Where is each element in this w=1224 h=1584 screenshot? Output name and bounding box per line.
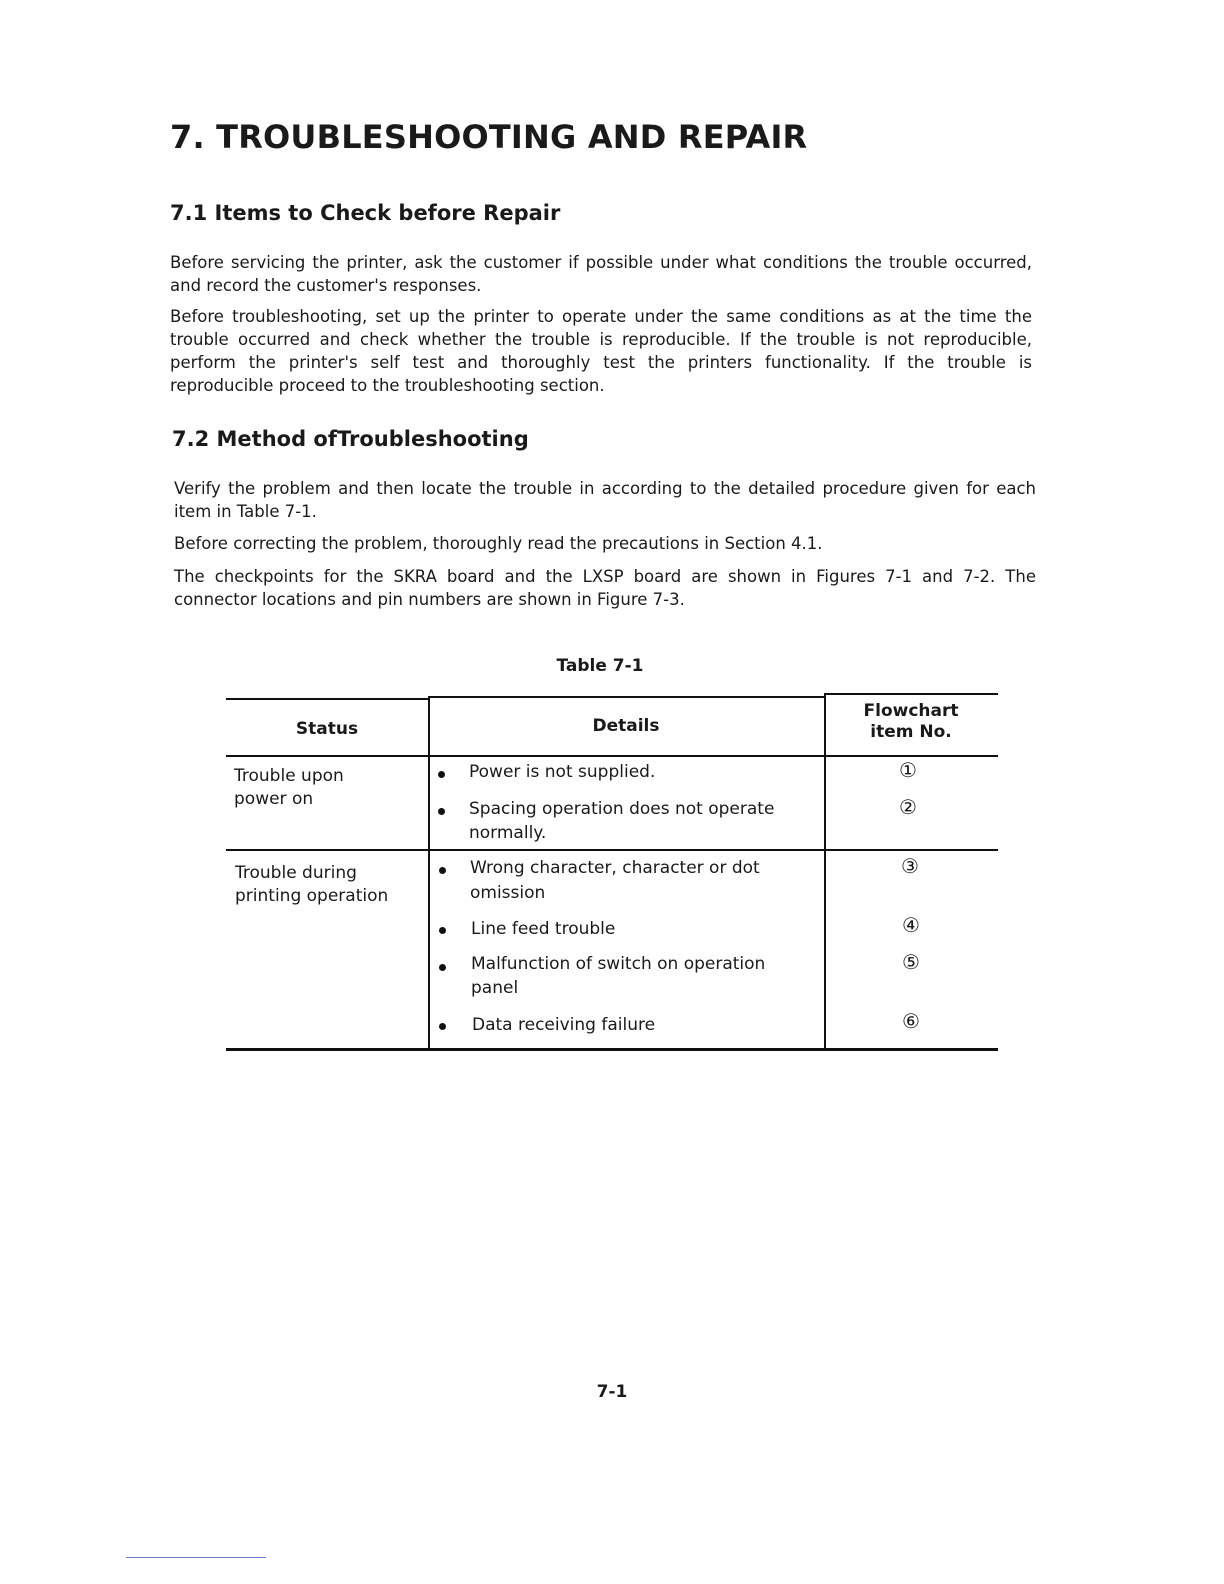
header-rule — [226, 755, 998, 757]
troubleshooting-table — [226, 693, 998, 1055]
bullet — [439, 867, 446, 874]
header-status: Status — [295, 719, 359, 739]
bullet — [439, 927, 446, 934]
detail-text: Malfunction of switch on operation — [471, 954, 766, 974]
paragraph: Verify the problem and then locate the trouble in according to the detailed procedure given for each item in Table 7-1. — [174, 479, 1036, 521]
bullet — [438, 771, 445, 778]
flowchart-item: ② — [899, 795, 917, 819]
header-item-no: item No. — [870, 722, 952, 742]
footer-rule — [126, 1557, 266, 1558]
chapter-title: 7. TROUBLESHOOTING AND REPAIR — [170, 118, 808, 156]
bullet — [439, 964, 446, 971]
paragraph: Before correcting the problem, thoroughly read the precautions in Section 4.1. — [174, 534, 823, 553]
detail-text: panel — [471, 978, 519, 998]
flowchart-item: ④ — [902, 913, 920, 937]
detail-text: Power is not supplied. — [469, 762, 656, 782]
detail-text: Line feed trouble — [471, 919, 616, 939]
column-divider — [824, 693, 826, 1050]
detail-text: Spacing operation does not operate — [469, 799, 775, 819]
section-title-7-2: 7.2 Method ofTroubleshooting — [172, 427, 529, 451]
bullet — [439, 1023, 446, 1030]
flowchart-item: ⑤ — [902, 950, 920, 974]
header-details: Details — [592, 716, 660, 736]
detail-text: Wrong character, character or dot — [470, 858, 760, 878]
table-top-rule — [428, 696, 824, 698]
group-rule — [226, 849, 998, 851]
table-bottom-rule — [226, 1048, 998, 1051]
paragraph: The checkpoints for the SKRA board and the LXSP board are shown in Figures 7-1 and 7-2. The connector locations and pin numbers are shown in Figure 7-3. — [174, 567, 1036, 609]
paragraph: Before servicing the printer, ask the customer if possible under what conditions the trouble occurred, and record the customer's responses. — [170, 253, 1032, 295]
status-cell: Trouble during — [235, 863, 357, 883]
detail-text: Data receiving failure — [472, 1015, 656, 1035]
header-flowchart: Flowchart — [863, 701, 959, 721]
page-number: 7-1 — [596, 1382, 628, 1402]
detail-text: omission — [470, 883, 546, 903]
column-divider — [428, 698, 430, 1050]
table-caption: Table 7-1 — [556, 656, 644, 676]
paragraph: Before troubleshooting, set up the printer to operate under the same conditions as at the time the trouble occurred and check whether the trouble is reproducible. If the trouble is not reproducible, perform the printer's self test and thoroughly test the printers functionality. If the trouble is reproducible proceed to the troubleshooting section. — [170, 307, 1032, 395]
flowchart-item: ① — [899, 758, 917, 782]
table-top-rule — [226, 698, 428, 700]
detail-text: normally. — [469, 823, 547, 843]
bullet — [438, 808, 445, 815]
flowchart-item: ⑥ — [902, 1009, 920, 1033]
flowchart-item: ③ — [901, 854, 919, 878]
status-cell: printing operation — [235, 886, 389, 906]
status-cell: power on — [234, 789, 314, 809]
table-top-rule — [824, 693, 998, 695]
status-cell: Trouble upon — [234, 766, 344, 786]
section-title-7-1: 7.1 Items to Check before Repair — [170, 201, 561, 225]
